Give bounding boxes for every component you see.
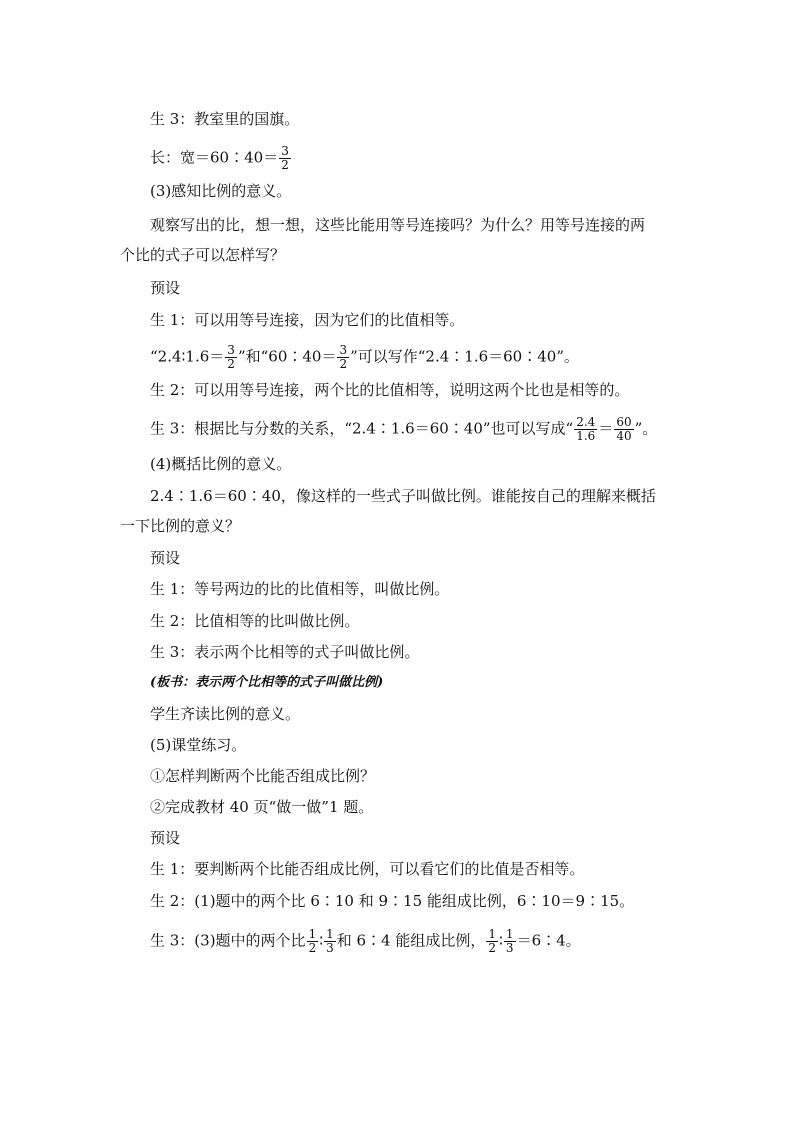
- equation-line: “2.4∶1.6＝ $\frac{3}{2}$ ”和“60∶40＝ $\frac{3}{2}$ ”可以写作“2.4∶1.6＝60∶40”。: [150, 343, 579, 371]
- fraction-one-half: $\frac{1}{2}$: [308, 927, 317, 955]
- preset-label: 预设: [150, 549, 181, 567]
- student3-definition: 生 3：表示两个比相等的式子叫做比例。: [150, 643, 420, 661]
- student2-answer: 生 2：可以用等号连接，两个比的比值相等，说明这两个比也是相等的。: [150, 381, 630, 399]
- student1-definition: 生 1：等号两边的比的比值相等，叫做比例。: [150, 580, 450, 598]
- fraction-one-third: $\frac{1}{3}$: [505, 927, 514, 955]
- fraction-one-third: $\frac{1}{3}$: [326, 927, 334, 955]
- students-read-aloud: 学生齐读比例的意义。: [150, 705, 301, 723]
- fraction-2.4-over-1.6: $\frac{2.4}{1.6}$: [576, 415, 596, 443]
- student3-problem3: 生 3：(3)题中的两个比 $\frac{1}{2}$ ∶ $\frac{1}{3}$ 和 6∶4 能组成比例， $\frac{1}{2}$ ∶ $\frac{1}{3}$ ＝6∶4。: [150, 927, 581, 955]
- paragraph-observe-line-2: 个比的式子可以怎样写？: [120, 246, 286, 264]
- fraction-three-halves: $\frac{3}{2}$: [281, 144, 289, 172]
- section-heading-4: (4)概括比例的意义。: [150, 455, 292, 473]
- paragraph-define-line-2: 一下比例的意义？: [120, 517, 241, 535]
- blackboard-note: (板书：表示两个比相等的式子叫做比例): [150, 675, 384, 690]
- paragraph-define-line-1: 2.4∶1.6＝60∶40，像这样的一些式子叫做比例。谁能按自己的理解来概括: [150, 487, 656, 505]
- preset-label: 预设: [150, 279, 181, 297]
- text-line-student3-flag: 生 3：教室里的国旗。: [150, 110, 300, 128]
- paragraph-observe-line-1: 观察写出的比，想一想，这些比能用等号连接吗？为什么？用等号连接的两: [150, 216, 646, 234]
- section-heading-3: (3)感知比例的意义。: [150, 182, 292, 200]
- section-heading-5: (5)课堂练习。: [150, 736, 247, 754]
- fraction-three-halves: $\frac{3}{2}$: [339, 343, 348, 371]
- fraction-60-over-40: $\frac{60}{40}$: [616, 415, 632, 443]
- exercise-question-1: ①怎样判断两个比能否组成比例？: [150, 767, 376, 785]
- student1-answer: 生 1：可以用等号连接，因为它们的比值相等。: [150, 311, 465, 329]
- student2-definition: 生 2：比值相等的比叫做比例。: [150, 612, 360, 630]
- ratio-flag-line: [150, 145, 292, 172]
- student3-fraction-line: 生 3：根据比与分数的关系，“2.4∶1.6＝60∶40”也可以写成“ $\frac{2.4}{1.6}$ ＝ $\frac{60}{40}$ ”。: [150, 415, 658, 443]
- ratio-flag-text: 长：宽＝60∶40＝: [150, 148, 279, 167]
- fraction-one-half: $\frac{1}{2}$: [488, 927, 497, 955]
- student2-problem1: 生 2：(1)题中的两个比 6∶10 和 9∶15 能组成比例，6∶10＝9∶15。: [150, 892, 635, 910]
- fraction-three-halves: $\frac{3}{2}$: [227, 343, 235, 371]
- preset-label: 预设: [150, 829, 181, 847]
- student1-judgement: 生 1：要判断两个比能否组成比例，可以看它们的比值是否相等。: [150, 860, 585, 878]
- exercise-question-2: ②完成教材 40 页“做一做”1 题。: [150, 798, 374, 816]
